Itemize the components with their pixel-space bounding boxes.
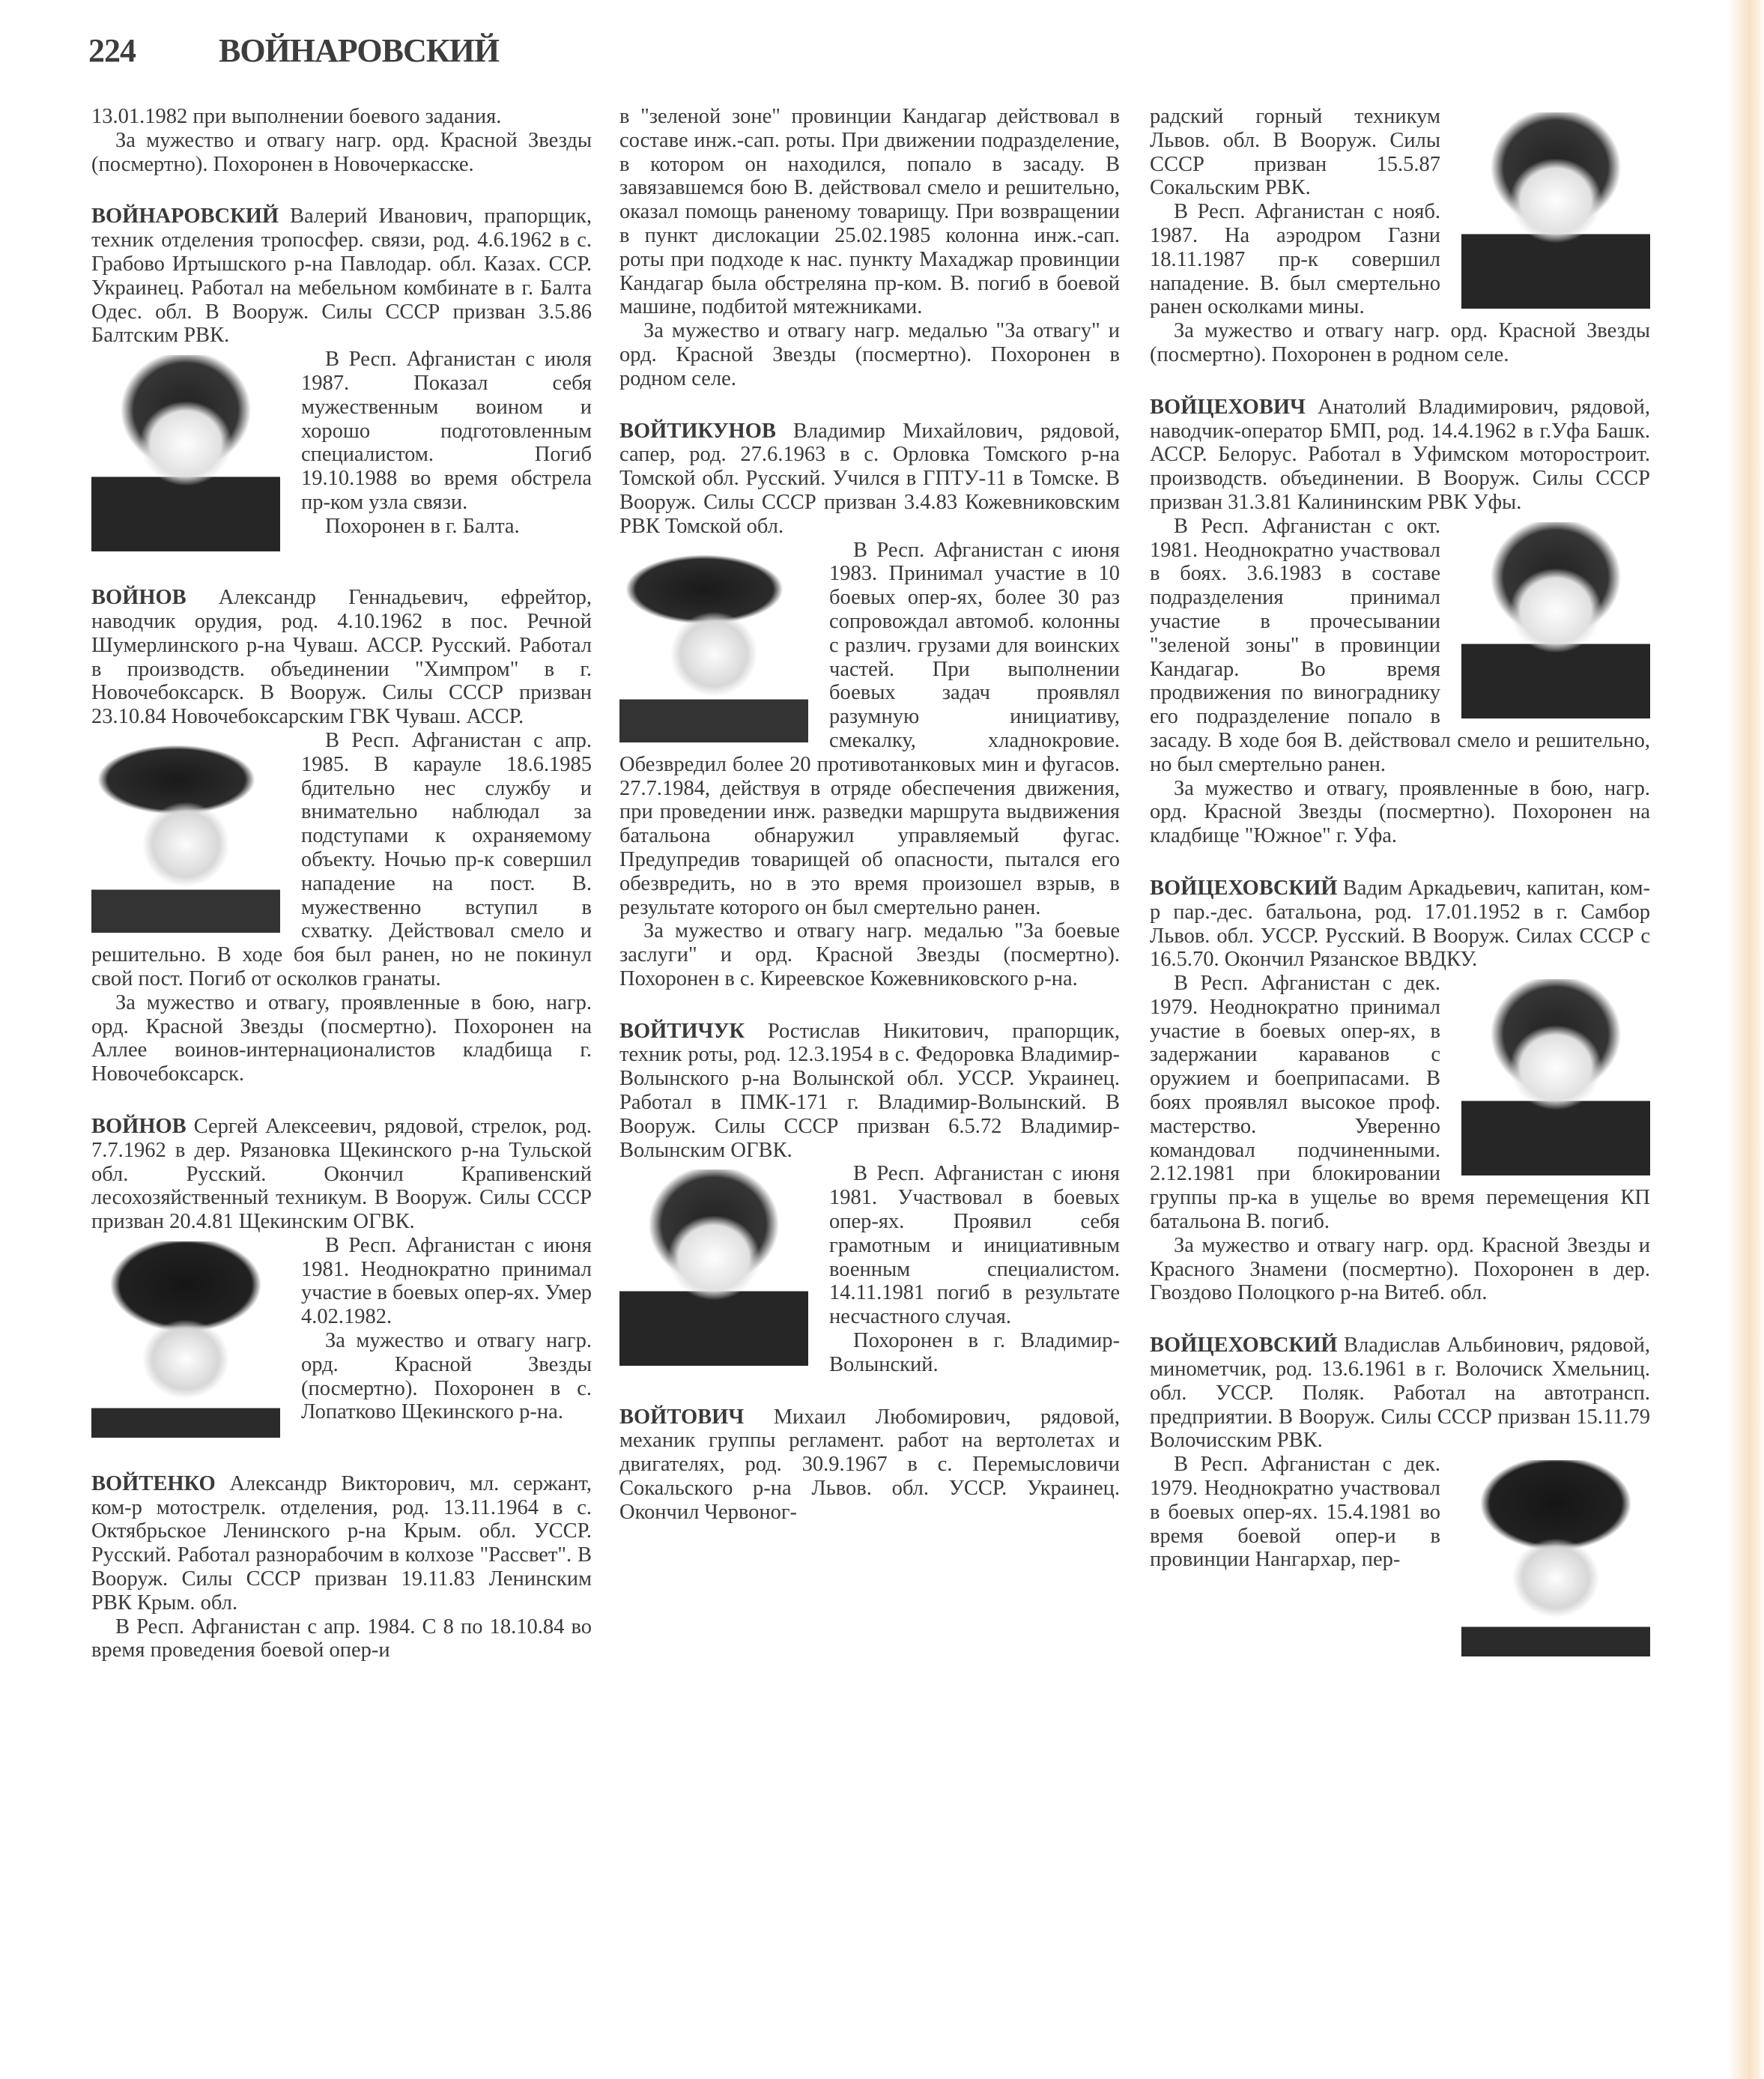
entry-paragraph: За мужество и отвагу нагр. орд. Красной Звезды (посмертно). Похоронен в родном селе. <box>1150 319 1650 366</box>
entry-lead <box>619 1405 1120 1525</box>
entry-lead-text: Ростислав Никитович, прапорщик, техник роты, род. 12.3.1954 в с. Федоровка Владимир-Волынского р-на Волынской обл. УССР. Украинец. Работал в ПМК-171 г. Владимир-Волынский. В Вооруж. Силы СССР призван 6.5.72 Владимир-Волынским ОГВК. <box>619 1019 1120 1162</box>
column-1 <box>91 105 592 1691</box>
entry-lead-text: Валерий Иванович, прапорщик, техник отделения тропосфер. связи, род. 4.6.1962 в с. Грабово Иртышского р-на Павлодар. обл. Казах. ССР. Украинец. Работал на мебельном комбинате в г. Балта Одес. обл. В Вооруж. Силы СССР призван 3.5.86 Балтским РВК. <box>91 205 592 348</box>
column-2 <box>619 105 1120 1553</box>
entry-paragraph: В Респ. Афганистан с апр. 1985. В карауле 18.6.1985 бдительно нес службу и внимательно наблюдал за подступами к охраняемому объекту. Ночью пр-к совершил нападение на пост. В. мужественно вступил в схватку. Действовал смело и решительно. В ходе боя был ранен, но не покинул свой пост. Погиб от осколков гранаты. <box>91 728 592 990</box>
entry-paragraph: В Респ. Афганистан с июня 1983. Принимал участие в 10 боевых опер-ях, более 30 раз сопровождал автомоб. колонны с различ. грузами для воинских частей. При выполнении боевых задач проявлял разумную инициативу, смекалку, хладнокровие. Обезвредил более 20 противотанковых мин и фугасов. 27.7.1984, действуя в отряде обеспечения движения, при проведении инж. разведки маршрута выдвижения батальона обнаружил управляемый фугас. Предупредив товарищей об опасности, пытался его обезвредить, но в это время произошел взрыв, в результате которого он был смертельно ранен. <box>619 538 1120 919</box>
entry-paragraph: За мужество и отвагу нагр. медалью "За отвагу" и орд. Красной Звезды (посмертно). Похоронен в родном селе. <box>619 319 1120 390</box>
portrait-photo <box>1461 1460 1650 1656</box>
entry-voynarovsky <box>91 205 592 557</box>
entry-lead <box>1150 396 1650 515</box>
entry-paragraph: Похоронен в г. Владимир-Волынский. <box>829 1329 1120 1376</box>
entry-lead-text: Михаил Любомирович, рядовой, механик группы регламент. работ на вертолетах и двигателях, род. 30.9.1967 в с. Перемысловичи Сокальского р-на Львов. обл. УССР. Украинец. Окончил Червоног- <box>619 1405 1120 1524</box>
running-head <box>88 31 499 70</box>
entry-paragraph: За мужество и отвагу нагр. орд. Красной Звезды и Красного Знамени (посмертно). Похоронен в дер. Гвоздово Полоцкого р-на Витеб. обл. <box>1150 1233 1650 1305</box>
entry-lead-text: Вадим Аркадьевич, капитан, ком-р пар.-дес. батальона, род. 17.01.1952 в г. Самбор Львов. обл. УССР. Русский. В Вооруж. Силах СССР с 16.5.70. Окончил Рязанское ВВДКУ. <box>1150 876 1650 972</box>
entry-paragraph: В Респ. Афганистан с апр. 1984. С 8 по 18.10.84 во время проведения боевой опер-и <box>91 1615 592 1662</box>
entry-paragraph: В Респ. Афганистан с июня 1981. Участвовал в боевых опер-ях. Проявил себя грамотным и инициативным военным специалистом. 14.11.1981 погиб в результате несчастного случая. <box>829 1162 1120 1329</box>
entry-lead-text: Анатолий Владимирович, рядовой, наводчик-оператор БМП, род. 14.4.1962 в г.Уфа Башк. АССР. Белорус. Работал в Уфимском моторостроит. производств. объединении. В Вооруж. Силы СССР призван 31.3.81 Калининским РВК Уфы. <box>1150 395 1650 514</box>
entry-paragraph: В Респ. Афганистан с июля 1987. Показал себя мужественным воином и хорошо подготовленным специалистом. Погиб 19.10.1988 во время обстрела пр-ком узла связи. <box>301 348 592 514</box>
entry-voytovich <box>619 1405 1120 1525</box>
portrait-photo <box>1461 979 1650 1175</box>
entry-continuation <box>91 105 592 176</box>
entry-surname: ВОЙНОВ <box>91 586 187 610</box>
entry-surname: ВОЙТИЧУК <box>619 1019 745 1043</box>
running-title: ВОЙНАРОВСКИЙ <box>219 32 500 69</box>
page-number: 224 <box>88 32 136 69</box>
entry-lead-text: Сергей Алексеевич, рядовой, стрелок, род. 7.7.1962 в дер. Рязановка Щекинского р-на Тульской обл. Русский. Окончил Крапивенский лесохозяйственный техникум. В Вооруж. Силы СССР призван 20.4.81 Щекинским ОГВК. <box>91 1114 592 1234</box>
entry-surname: ВОЙЦЕХОВИЧ <box>1150 395 1306 419</box>
entry-lead <box>619 105 1120 319</box>
entry-surname: ВОЙТИКУНОВ <box>619 419 776 443</box>
entry-surname: ВОЙЦЕХОВСКИЙ <box>1150 876 1338 900</box>
entry-lead-text: Владимир Михайлович, рядовой, сапер, род. 27.6.1963 в с. Орловка Томского р-на Томской обл. Русский. Учился в ГПТУ-11 в Томске. В Вооруж. Силы СССР призван 3.4.83 Кожевниковским РВК Томской обл. <box>619 419 1120 538</box>
entry-surname: ВОЙТЕНКО <box>91 1471 216 1495</box>
entry-paragraph: За мужество и отвагу нагр. медалью "За боевые заслуги" и орд. Красной Звезды (посмертно). Похоронен в с. Киреевское Кожевниковского р-на. <box>619 919 1120 990</box>
entry-paragraph: В Респ. Афганистан с окт. 1981. Неоднократно участвовал в боях. 3.6.1983 в составе подразделения принимал участие в прочесывании "зеленой зоны" в провинции Кандагар. Во время продвижения по винограднику его подразделение попало в засаду. В ходе боя В. действовал смело и решительно, но был смертельно ранен. <box>1150 514 1650 776</box>
portrait-photo <box>1461 112 1650 309</box>
entry-voytichuk <box>619 1020 1120 1377</box>
entry-voynov-alexander <box>91 586 592 1086</box>
entry-lead-text: Владислав Альбинович, рядовой, минометчик, род. 13.6.1961 в г. Волочиск Хмельниц. обл. УССР. Поляк. Работал на автотрансп. предприятии. В Вооруж. Силы СССР призван 15.11.79 Волочисским РВК. <box>1150 1334 1650 1453</box>
entry-lead <box>1150 1334 1650 1453</box>
entry-voytsekhovsky-vadim <box>1150 877 1650 1305</box>
entry-lead <box>619 420 1120 539</box>
entry-lead <box>619 1020 1120 1163</box>
entry-paragraph: В Респ. Афганистан с нояб. 1987. На аэродром Газни 18.11.1987 пр-к совершил нападение. В. был смертельно ранен осколками мины. <box>1150 200 1440 319</box>
entry-lead-text: Александр Геннадьевич, ефрейтор, наводчик орудия, род. 4.10.1962 в пос. Речной Шумерлинского р-на Чуваш. АССР. Русский. Работал в производств. объединении "Химпром" в г. Новочебоксарск. В Вооруж. Силы СССР призван 23.10.84 Новочебоксарским ГВК Чуваш. АССР. <box>91 586 592 729</box>
entry-continuation <box>619 105 1120 391</box>
entry-lead <box>91 1472 592 1615</box>
entry-voytsekhovsky-vladislav <box>1150 1334 1650 1572</box>
portrait-photo <box>91 736 280 933</box>
portrait-photo <box>619 1169 808 1366</box>
entry-surname: ВОЙЦЕХОВСКИЙ <box>1150 1334 1338 1358</box>
entry-paragraph: В Респ. Афганистан с июня 1981. Неоднократно принимал участие в боевых опер-ях. Умер 4.02.1982. <box>301 1233 592 1329</box>
entry-paragraph: Похоронен в г. Балта. <box>325 514 520 538</box>
entry-lead <box>91 205 592 348</box>
entry-lead <box>1150 877 1650 972</box>
entry-continuation <box>1150 105 1650 367</box>
entry-paragraph: В Респ. Афганистан с дек. 1979. Неоднократно принимал участие в боевых опер-ях, в задержании караванов с оружием и боеприпасами. В боях проявлял высокое проф. мастерство. Уверенно командовал подчиненными. 2.12.1981 при блокировании группы пр-ка в ущелье во время перемещения КП батальона В. погиб. <box>1150 972 1650 1234</box>
portrait-photo <box>91 355 280 551</box>
entry-lead-text: в "зеленой зоне" провинции Кандагар действовал в составе инж.-сап. роты. При движении подразделение, в котором он находился, попало в засаду. В завязавшемся бою В. действовал смело и решительно, оказал помощь раненому товарищу. При возвращении в пункт дислокации 25.02.1985 колонна инж.-сап. роты при подходе к нас. пункту Махаджар провинции Кандагар была обстреляна пр-ком. В. погиб в боевой машине, подбитой мятежниками. <box>619 105 1120 319</box>
page-edge-shading <box>1728 0 1764 2079</box>
entry-voytenko <box>91 1472 592 1662</box>
entry-lead <box>91 586 592 729</box>
entry-lead-text: радский горный техникум Львов. обл. В Вооруж. Силы СССР призван 15.5.87 Сокальским РВК. <box>1150 105 1440 200</box>
entry-lead-text: Александр Викторович, мл. сержант, ком-р мотострелк. отделения, род. 13.11.1964 в с. Октябрьское Ленинского р-на Крым. обл. УССР. Русский. Работал разнорабочим в колхозе "Рассвет". В Вооруж. Силы СССР призван 19.11.83 Ленинским РВК Крым. обл. <box>91 1471 592 1615</box>
entry-paragraph: За мужество и отвагу нагр. орд. Красной Звезды (посмертно). Похоронен в Новочеркасске. <box>91 128 592 176</box>
entry-paragraph: За мужество и отвагу нагр. орд. Красной Звезды (посмертно). Похоронен в с. Лопатково Щекинского р-на. <box>301 1329 592 1424</box>
entry-surname: ВОЙТОВИЧ <box>619 1405 745 1429</box>
entry-lead <box>91 1115 592 1234</box>
entry-voytsekhovich <box>1150 396 1650 848</box>
entry-paragraph: За мужество и отвагу, проявленные в бою, нагр. орд. Красной Звезды (посмертно). Похоронен на Аллее воинов-интернационалистов кладбища г. Новочебоксарск. <box>91 990 592 1086</box>
entry-paragraph: 13.01.1982 при выполнении боевого задания. <box>91 105 502 128</box>
portrait-photo <box>1461 522 1650 718</box>
column-3 <box>1150 105 1650 1662</box>
entry-paragraph: За мужество и отвагу, проявленные в бою, нагр. орд. Красной Звезды (посмертно). Похоронен на кладбище "Южное" г. Уфа. <box>1150 776 1650 848</box>
entry-voynov-sergey <box>91 1115 592 1444</box>
portrait-photo <box>619 546 808 742</box>
entry-paragraph: В Респ. Афганистан с дек. 1979. Неоднократно участвовал в боевых опер-ях. 15.4.1981 во время боевой опер-и в провинции Нангархар, пер- <box>1150 1453 1440 1572</box>
entry-voytikunov <box>619 420 1120 991</box>
portrait-photo <box>91 1241 280 1438</box>
entry-surname: ВОЙНОВ <box>91 1114 187 1138</box>
entry-surname: ВОЙНАРОВСКИЙ <box>91 205 279 229</box>
